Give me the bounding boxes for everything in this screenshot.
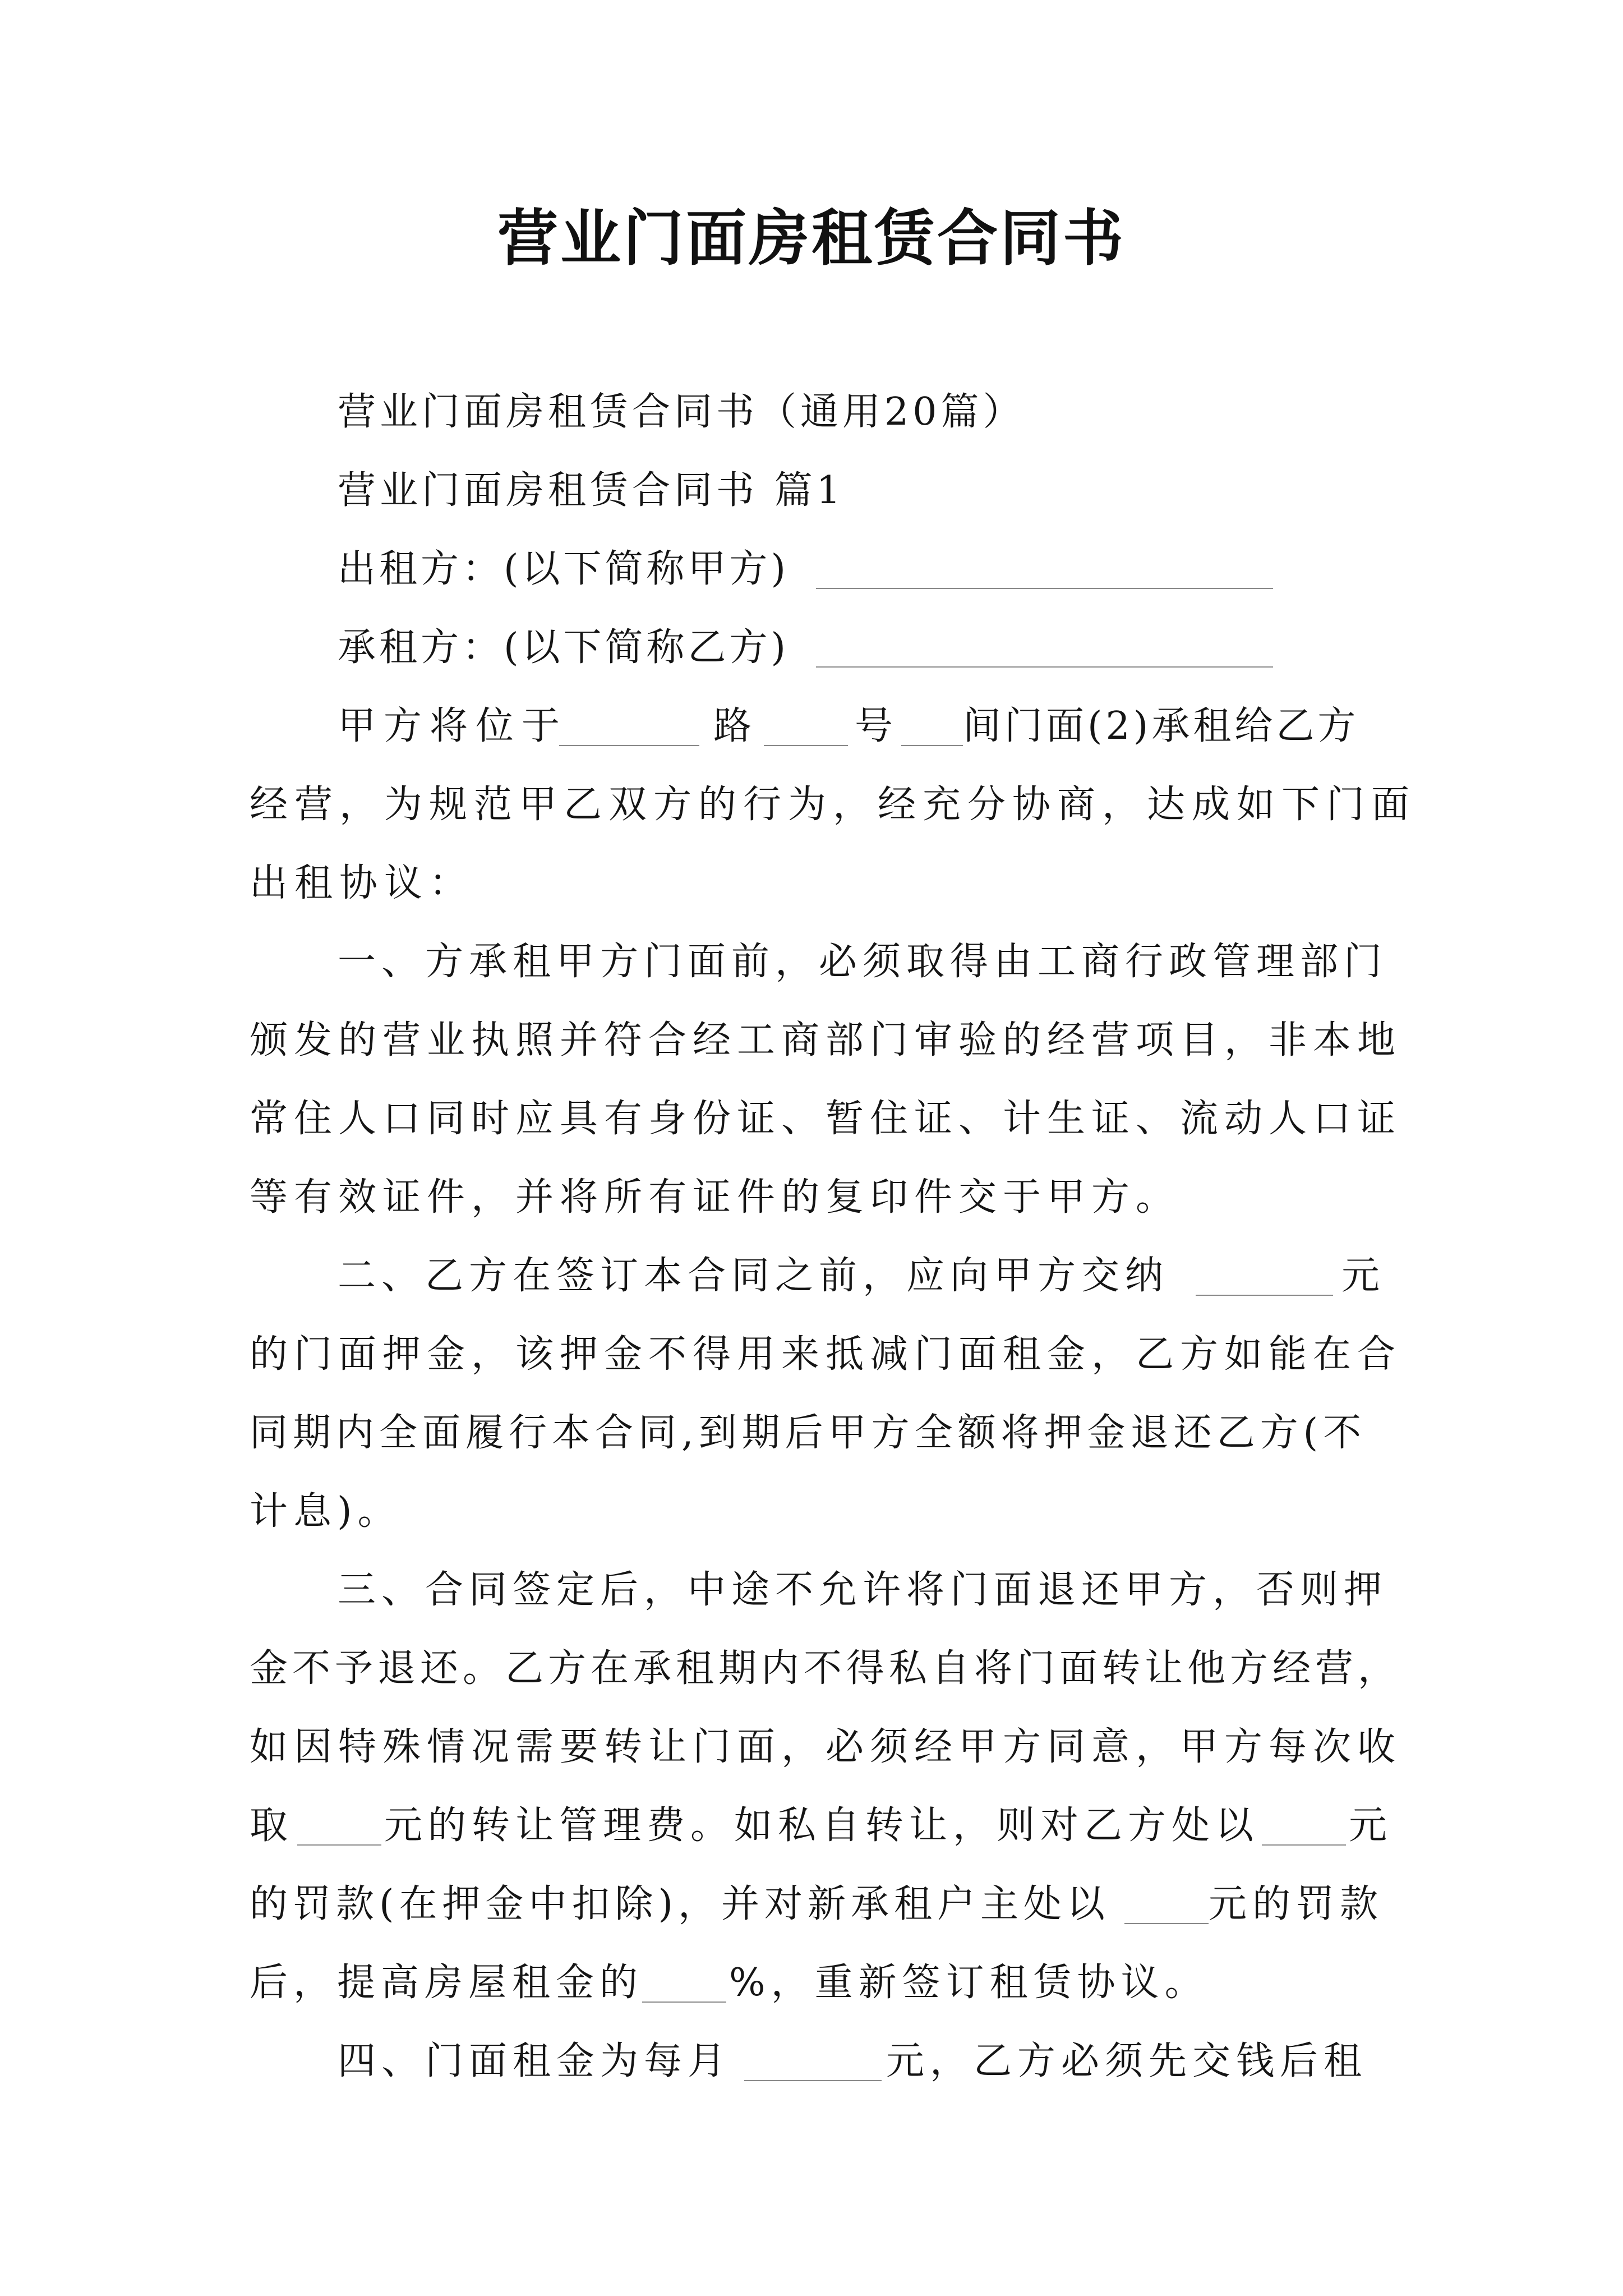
monthly-rent-blank [744,2080,882,2081]
text-segment: 号 [855,704,893,748]
rent-increase-blank [642,2001,726,2003]
lessor-label: 出租方：(以下简称甲方) [338,547,790,591]
clause-three-line [250,1879,1596,1930]
clause-one-line: 一、方承租甲方门面前，必须取得由工商行政管理部门 [338,940,1388,984]
paragraph-line: 经营，为规范甲乙双方的行为，经充分协商，达成如下门面 [250,783,1417,827]
text-segment: 二、乙方在签订本合同之前，应向甲方交纳 [338,1254,1169,1298]
road-blank [559,745,699,746]
lessee-blank [816,666,1273,668]
clause-three-line [250,1958,1596,2008]
clause-three-line: 如因特殊情况需要转让门面，必须经甲方同意，甲方每次收 [250,1725,1402,1769]
transfer-fee-blank [297,1844,381,1846]
clause-three-line [250,1801,1596,1851]
subtitle-line: 营业门面房租赁合同书（通用20篇） [338,390,1025,434]
number-blank [764,745,848,746]
text-segment: 元的转让管理费。如私自转让，则对乙方处以 [384,1803,1260,1848]
text-segment: 路 [713,704,752,748]
section-heading: 营业门面房租赁合同书 篇1 [338,468,845,513]
deposit-blank [1196,1295,1333,1296]
clause-two-line: 同期内全面履行本合同,到期后甲方全额将押金退还乙方(不 [250,1411,1367,1455]
text-segment: 元 [1341,1254,1380,1298]
lessee-label: 承租方：(以下简称乙方) [338,625,790,670]
lessor-blank [816,588,1273,589]
clause-one-line: 等有效证件，并将所有证件的复印件交于甲方。 [250,1175,1181,1220]
text-segment: 取 [250,1803,288,1848]
clause-one-line: 常住人口同时应具有身份证、暂住证、计生证、流动人口证 [250,1097,1402,1141]
clause-one-line: 颁发的营业执照并符合经工商部门审验的经营项目，非本地 [250,1018,1402,1062]
text-segment: 甲方将位于 [338,704,568,748]
new-tenant-penalty-blank [1124,1923,1209,1924]
document-title: 营业门面房租赁合同书 [497,203,1126,274]
clause-four-line [338,2036,1623,2087]
text-segment: 元，乙方必须先交钱后租 [886,2039,1368,2083]
text-segment: %，重新签订租赁协议。 [729,1961,1209,2005]
clause-three-line: 三、合同签定后，中途不允许将门面退还甲方，否则押 [338,1568,1388,1612]
clause-three-line: 金不予退还。乙方在承租期内不得私自将门面转让他方经营， [250,1646,1401,1691]
text-segment: 元 [1349,1803,1387,1848]
text-segment: 四、门面租金为每月 [338,2039,732,2083]
clause-two-line: 的门面押金，该押金不得用来抵减门面租金，乙方如能在合 [250,1332,1402,1377]
paragraph-line [338,701,1623,752]
paragraph-line: 出租协议： [250,861,474,905]
unit-blank [901,745,963,746]
text-segment: 后，提高房屋租金的 [250,1961,644,2005]
text-segment: 的罚款(在押金中扣除)，并对新承租户主处以 [250,1882,1110,1926]
text-segment: 元的罚款 [1209,1882,1384,1926]
clause-two-line: 计息)。 [250,1489,402,1534]
clause-two-line [338,1251,1623,1301]
text-segment: 间门面(2)承租给乙方 [963,704,1359,748]
penalty-blank [1262,1844,1346,1846]
